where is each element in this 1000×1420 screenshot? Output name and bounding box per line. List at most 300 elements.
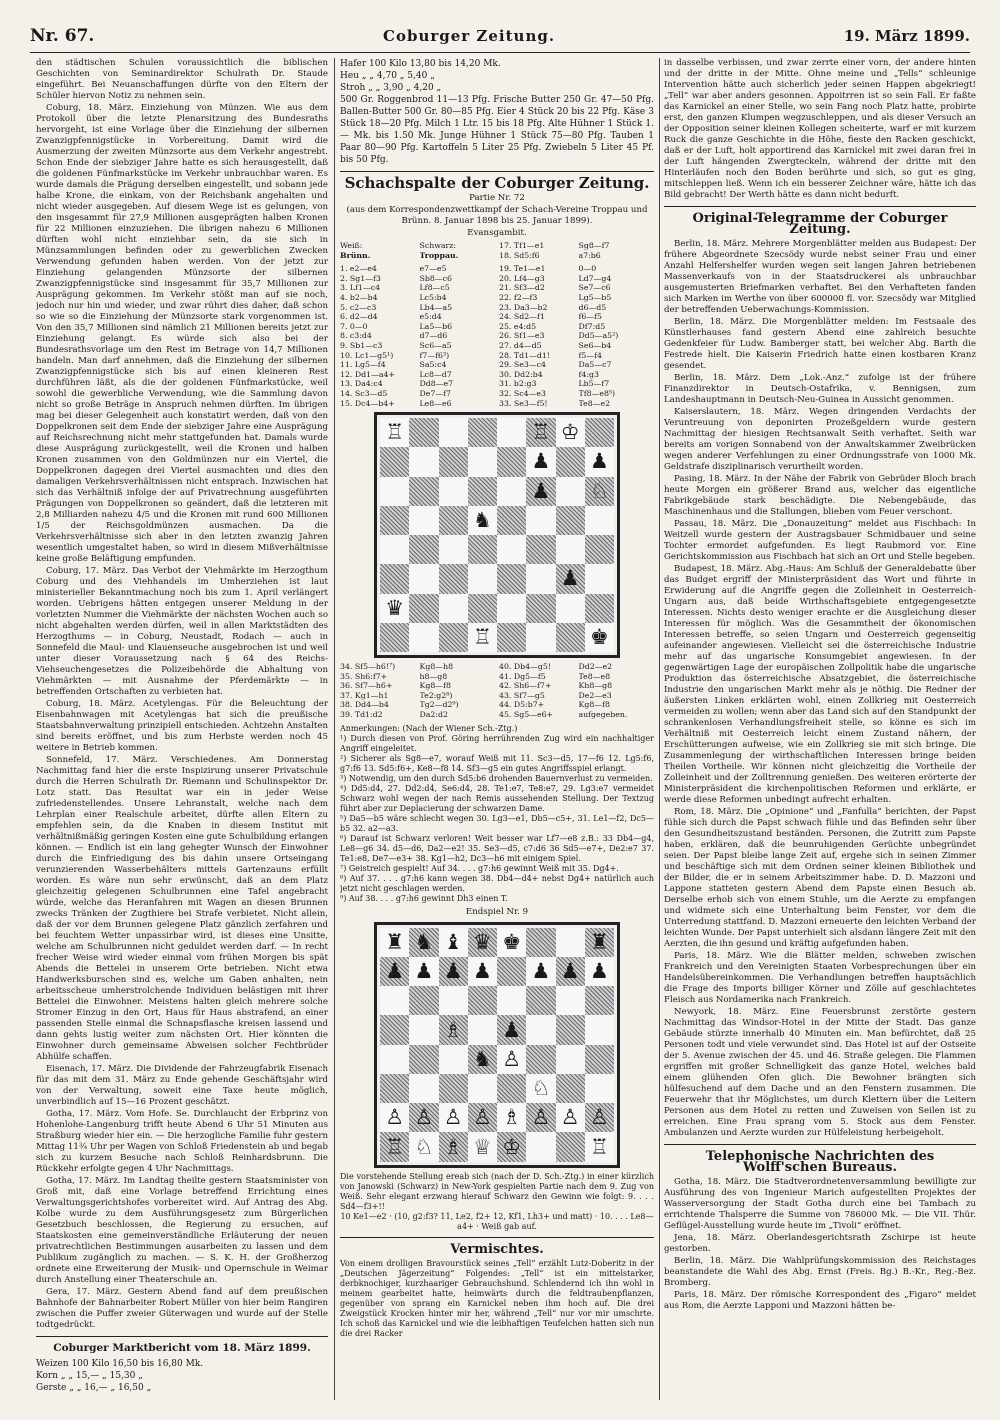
board-square <box>497 418 526 447</box>
move: 27. d4—d5 <box>499 340 542 350</box>
board-square <box>497 535 526 564</box>
move: 19. Te1—e1 <box>499 264 546 274</box>
board-square <box>439 1103 468 1132</box>
board-square <box>439 1015 468 1044</box>
market-row: Hafer 100 Kilo 13,80 bis 14,20 Mk. <box>340 59 501 69</box>
market-row: Stroh „ „ 3,90 „ 4,20 „ <box>340 83 442 93</box>
move: Sa5:c4 <box>419 360 447 370</box>
move: 3. Lf1—c4 <box>340 283 381 293</box>
board-square <box>468 564 497 593</box>
board-square <box>439 957 468 986</box>
board-square <box>497 623 526 652</box>
board-square <box>468 447 497 476</box>
board-square <box>468 623 497 652</box>
column-divider <box>659 58 660 1400</box>
move: 43. Sf7—g5 <box>499 690 545 700</box>
chess-piece-icon: ♛ <box>385 595 405 620</box>
move: De7—f7 <box>419 388 451 398</box>
move: 44. D5:b7+ <box>499 700 545 710</box>
move: 45. Sg5—e6+ <box>499 710 554 720</box>
wolff-bureau-news <box>664 1177 976 1312</box>
move: 42. Sh6—f7+ <box>499 681 552 691</box>
chess-piece-icon: ♙ <box>472 1105 492 1130</box>
move: aufgegeben. <box>578 710 628 720</box>
move: 35. Sh6:f7+ <box>340 671 388 681</box>
board-square <box>526 1045 555 1074</box>
board-square <box>409 506 438 535</box>
article-muenzen: Coburg, 18. März. Einziehung von Münzen. Wie aus dem Protokoll über die letzte Plenarsitzung des Bundesraths hervorgeht, ist eine Vorlage über die Einziehung der silbernen Zwanzigpfennigstücke in Vorbereitung. Damit wird die Ausmerzung der zweiten Münzsorte aus dem Verkehr angestrebt. Schon Ende der siebziger Jahre hatte es sich herausgestellt, daß die goldenen Fünfmarkstücke im Verkehr unbrauchbar waren. Es wurde damals die Prägung derselben eingestellt, und sobann jede halbe Krone, die einkam, von der Reichsbank angehalten und nicht wieder ausgegeben. Auf diesem Wege ist es gelungen, von den insgesammt für 27,9 Millionen ausgeprägten halben Kronen für 22 Millionen einzuziehen. Die übrigen nahezu 6 Millionen dürften wohl nicht einziehbar sein, da sie sich in Münzsammlungen befinden oder zu gewerblichen Zwecken Verwendung gefunden haben werden. Von der jetzt zur Einziehung gelangenden Münzsorte der silbernen Zwanzigpfennigstücke sind insgesammt für 35,7 Millionen zur Ausprägung gekommen. Im Verkehr stößt man auf sie noch, jedoch nur hin und wieder, und zwar rührt dies daher, daß schon so wie so die Einziehung der Münzsorte stark vorgenommen ist. Von den 35,7 Millionen sind nämlich 21 Millionen bereits jetzt zur Einziehung gelangt. Es würde sich also bei der Bundesrathsvorlage um den Rest im Betrage von 14,7 Millionen handeln. Man darf annehmen, daß die Einziehung der silbernen Zwanzigpfennigstücke sich bis auf einen kleineren Rest durchführen läßt, als die der goldenen Fünfmarkstücke, weil sowohl die gewerbliche Verwendung, wie die Sammlung davon nicht so große Beträge in Anspruch nehmen dürften. Im übrigen mag bei dieser Gelegenheit auch konstatirt werden, daß von den Doppelkronen seit dem Ende der siebziger Jahre eine Ausprägung auf Reichsrechnung nicht mehr stattgefunden hat. Damals wurde diese Ausprägung zurückgestellt, weil die Kronen und halben Kronen zusammen von den Goldmünzen nur ein Viertel, die Doppelkronen dagegen drei Viertel ausmachten und dies den damaligen Verkehrsverhältnissen nicht entsprach. Inzwischen hat sich das Verhältniß infolge der auf Privatrechnung ausgeführten Prägungen von Doppelkronen so geändert, daß die letzteren mit 2,8 Milliarden nahezu 4/5 und die Kronen mit rund 600 Millionen 1/5 der Reichsgoldmünzen ausmachen. Da die Verkehrsverhältnisse sich aber in den letzten zwanzig Jahren wesentlich umgestaltet haben, so wird in diesem Mißverhältnisse keine große Beläftigung empfunden. <box>36 103 328 564</box>
move: Da2:d2 <box>419 710 448 720</box>
chess-piece-icon: ♟ <box>560 959 580 984</box>
market-report-title: Coburger Marktbericht vom 18. März 1899. <box>53 1342 311 1354</box>
board-square <box>497 986 526 1015</box>
board-square <box>380 564 409 593</box>
wolff-news-item: Gotha, 18. März. Die Stadtverordnetenversammlung bewilligte zur Ausführung des von Ingenieur Marich aufgestellten Projektes der Wasserversorgung der Stadt Gotha durch eine bei Tambach zu errichtende Thalsperre die Summe von 786000 Mk. — Die VII. Thür. Geflügel-Ausstellung wurde heute im „Tivoli“ eröffnet. <box>664 1177 976 1231</box>
chess-piece-icon: ♟ <box>531 449 551 474</box>
article-paragraph: den städtischen Schulen voraussichtlich die biblischen Geschichten von Seminardirektor Schulrath Dr. Staude eingeführt. Bei Neuanschaffungen dürfte von den Eltern der Schüler hiervon Notiz zu nehmen sein. <box>36 58 328 101</box>
board-square <box>468 535 497 564</box>
move: Dd2—e2 <box>578 662 613 672</box>
board-square <box>468 418 497 447</box>
move: Lg5—b5 <box>578 292 612 302</box>
move: f7—f6³) <box>419 350 450 360</box>
chess-piece-icon: ♟ <box>531 959 551 984</box>
move: Sb8—c6 <box>419 273 452 283</box>
board-square <box>409 957 438 986</box>
board-square <box>409 1015 438 1044</box>
board-square <box>497 1015 526 1044</box>
board-square <box>556 623 585 652</box>
article-acetylengas: Coburg, 18. März. Acetylengas. Für die Beleuchtung der Eisenbahnwagen mit Acetylengas hat sich die preußische Staatsbahnverwaltung prinzipiell entschieden. Achtzehn Anstalten sind bereits eröffnet, und bis zum Herbste werden noch 45 weitere in Betrieb kommen. <box>36 699 328 753</box>
board-square <box>556 986 585 1015</box>
board-square <box>409 623 438 652</box>
section-rule <box>340 1237 654 1238</box>
move-list <box>340 264 654 408</box>
board-square <box>380 1074 409 1103</box>
section-rule <box>664 1144 976 1145</box>
article-viehmaerkte: Coburg, 17. März. Das Verbot der Viehmärkte im Herzogthum Coburg und des Viehhandels im Umherziehen ist laut ministerieller Bekanntmachung noch bis zum 1. April verlängert worden. Uebrigens hätten entgegen unserer Meldung in der vorletzten Nummer die Viehmärkte der nächsten Wochen auch so nicht abgehalten werden dürfen, weil in allen Marktstädten des Herzogthums — in Coburg, Neustadt, Rodach — auch in Sonnefeld die Maul- und Klauenseuche ausgebrochen ist und weil unter dieser Voraussetzung nach § 64 des Reichs-Viehseuchengesetzes die Polizeibehörde die Abhaltung von Viehmärkten — mit Ausnahme der Pferdemärkte — in betreffenden Ortschaften zu verbieten hat. <box>36 566 328 697</box>
chess-piece-icon: ♟ <box>414 959 434 984</box>
chess-piece-icon: ♖ <box>385 1134 405 1159</box>
chess-piece-icon: ♝ <box>443 929 463 954</box>
telegram: Berlin, 18. März. Dem „Lok.-Anz.“ zufolge ist der frühere Finanzdirektor in Deutsch-Ostafrika, v. Bennigsen, zum Landeshauptmann in Deutsch-Neu-Guinea in Aussicht genommen. <box>664 373 976 405</box>
chess-piece-icon: ♙ <box>589 1105 609 1130</box>
board-square <box>380 418 409 447</box>
chess-board-endspiel-9 <box>374 922 620 1168</box>
board-square <box>409 418 438 447</box>
telegrams-title: Original-Telegramme der Coburger Zeitung. <box>692 211 948 237</box>
move: f5—f4 <box>578 350 602 360</box>
board-square <box>556 564 585 593</box>
chess-piece-icon: ♚ <box>502 929 522 954</box>
board-square <box>439 986 468 1015</box>
board-square <box>497 957 526 986</box>
wolff-news-item: Berlin, 18. März. Die Wahlprüfungskommission des Reichstages beanstandete die Wahl des Abg. Ernst (Freis. Bg.) B.-Kr., Reg.-Bez. Bromberg. <box>664 1256 976 1288</box>
board-square <box>526 957 555 986</box>
move-list-header <box>340 241 654 260</box>
chess-piece-icon: ♕ <box>472 1134 492 1159</box>
move-head: Troppau. <box>419 250 459 260</box>
issue-date: 19. März 1899. <box>843 27 970 45</box>
chess-piece-icon: ♘ <box>414 1134 434 1159</box>
move: 5. c2—c3 <box>340 302 377 312</box>
chess-piece-icon: ♙ <box>560 1105 580 1130</box>
board-square <box>468 928 497 957</box>
board-square <box>526 447 555 476</box>
board-square <box>585 1132 614 1161</box>
endgame-title: Endspiel Nr. 9 <box>465 906 529 917</box>
wolff-news-item: Jena, 18. März. Oberlandesgerichtsrath Zschirpe ist heute gestorben. <box>664 1233 976 1254</box>
section-rule <box>664 206 976 207</box>
board-square <box>380 594 409 623</box>
board-square <box>585 623 614 652</box>
board-square <box>409 477 438 506</box>
move: 7. 0—0 <box>340 321 368 331</box>
board-square <box>439 477 468 506</box>
annotation-note: ⁹) Auf 38. . . . g7:h6 gewinnt Dh3 einen T. <box>340 893 508 903</box>
move: Lc5:b4 <box>419 292 447 302</box>
move: Se7—c6 <box>578 283 611 293</box>
move: 30. Dd2:b4 <box>499 369 543 379</box>
move: 33. Se3—f5! <box>499 398 548 408</box>
move: 8. c3:d4 <box>340 331 372 341</box>
board-square <box>556 1132 585 1161</box>
chess-piece-icon: ♙ <box>385 1105 405 1130</box>
board-square <box>380 477 409 506</box>
board-square <box>497 1103 526 1132</box>
board-square <box>380 1015 409 1044</box>
board-square <box>585 506 614 535</box>
move: e5:d4 <box>419 312 442 322</box>
board-square <box>380 1103 409 1132</box>
chess-board-partie-72 <box>374 412 620 658</box>
move: 22. f2—f3 <box>499 292 538 302</box>
board-square <box>526 1132 555 1161</box>
move-head: 18. Sd5:f6 <box>499 250 540 260</box>
issue-number: Nr. 67. <box>30 26 95 46</box>
board-square <box>585 1045 614 1074</box>
move: Kh8—g8 <box>578 681 613 691</box>
market-row: 500 Gr. Roggenbrod 11—13 Pfg. Frische Butter 250 Gr. 47—50 Pfg. Ballen-Butter 500 Gr. 80—85 Pfg. Eier 4 Stück 20 bis 22 Pfg. Käse 3 Stück 18—20 Pfg. Milch 1 Ltr. 15 bis 18 Pfg. Alte Hühner 1 Stück 1.— Mk. bis 1.50 Mk. Junge Hühner 1 Stück 75—80 Pfg. Tauben 1 Paar 80—90 Pfg. Kartoffeln 5 Liter 25 Pfg. Zwiebeln 5 Liter 45 Pf. bis 50 Pfg. <box>340 95 654 165</box>
board-square <box>380 957 409 986</box>
article-eisenach: Eisenach, 17. März. Die Dividende der Fahrzeugfabrik Eisenach für das mit dem 31. März zu Ende gehende Geschäftsjahr wird von der Verwaltung, soweit eine Taxe heute möglich, unverbindlich auf 15—16 Prozent geschätzt. <box>36 1064 328 1107</box>
move: 34. Sf5—h6!⁷) <box>340 662 396 672</box>
move-head: Sg8—f7 <box>578 241 610 250</box>
board-square <box>439 564 468 593</box>
move: Lb4—a5 <box>419 302 453 312</box>
chess-piece-icon: ♘ <box>589 478 609 503</box>
move: Te2:g2⁸) <box>419 690 453 700</box>
move: e7—e5 <box>419 264 447 274</box>
board-square <box>526 623 555 652</box>
board-square <box>380 535 409 564</box>
board-square <box>585 477 614 506</box>
chess-piece-icon: ♜ <box>589 929 609 954</box>
move: 14. Sc3—d5 <box>340 388 388 398</box>
move: 39. Td1:d2 <box>340 710 383 720</box>
article-gotha-hof: Gotha, 17. März. Vom Hofe. Se. Durchlaucht der Erbprinz von Hohenlohe-Langenburg trifft heute Abend 6 Uhr 51 Minuten aus Straßburg wieder hier ein. — Die herzogliche Familie fuhr gestern Mittag 11¾ Uhr per Wagen von Schloß Friedenstein ab und begab sich zu kurzem Besuche nach Schloß Reinhardsbrunn. Die Rückkehr erfolgte gegen 4 Uhr Nachmittags. <box>36 1109 328 1174</box>
move: 11. Lg5—f4 <box>340 360 386 370</box>
move: 0—0 <box>578 264 597 274</box>
board-square <box>409 986 438 1015</box>
market-report-continued <box>340 58 654 166</box>
telegram: Pasing, 18. März. In der Nähe der Fabrik von Gebrüder Bloch brach heute Morgen ein größerer Brand aus, welcher das eigentliche Fabrikgebäude stark beschädigte. Die Nebengebäude, das Maschinenhaus und die Stallungen, blieben vom Feuer verschont. <box>664 474 976 517</box>
market-row: Gerste „ „ 16,— „ 16,50 „ <box>36 1383 152 1393</box>
move: Lc8—d7 <box>419 369 452 379</box>
move: d6—d5 <box>578 302 607 312</box>
move: Dd8—e7 <box>419 379 454 389</box>
telegram: Berlin, 18. März. Mehrere Morgenblätter melden aus Budapest: Der frühere Abgeordnete Szecsödy wurde nebst seiner Frau und einer Anzahl Helfershelfer wurden wegen seit langen Jahren betriebenen Massenverkaufs von in der Staatsdruckerei als unbrauchbar ausgemusterten Briefmarken verhaftet. Bei den Verhafteten fanden sich Marken im Werthe von über 600000 fl. vor. Szecsödy war Mitglied der betreffenden Ueberwachungs-Kommission. <box>664 239 976 315</box>
board-square <box>409 1132 438 1161</box>
board-square <box>439 1045 468 1074</box>
board-square <box>409 1103 438 1132</box>
board-square <box>439 623 468 652</box>
board-square <box>380 623 409 652</box>
move: 29. Se3—c4 <box>499 360 546 370</box>
annotation-note: ³) Notwendig, um den durch Sd5:b6 drohenden Bauernverlust zu vermeiden. <box>340 773 653 783</box>
annotation-note: ⁵) Da5—b5 wäre schlecht wegen 30. Lg3—e1, Db5—c5+, 31. Le1—f2, Dc5—b5 32. a2—a3. <box>340 813 654 833</box>
annotations-title: Anmerkungen: (Nach der Wiener Sch.-Ztg.) <box>340 723 518 733</box>
board-square <box>585 564 614 593</box>
partie-number: Partie Nr. 72 <box>469 193 525 203</box>
move: 28. Td1—d1! <box>499 350 550 360</box>
move: 1. e2—e4 <box>340 264 377 274</box>
move: 25. e4:d5 <box>499 321 537 331</box>
chess-piece-icon: ♚ <box>589 624 609 649</box>
move: 4. b2—b4 <box>340 292 378 302</box>
chess-piece-icon: ♟ <box>443 959 463 984</box>
board-square <box>380 506 409 535</box>
board-square <box>468 1074 497 1103</box>
board-square <box>409 1074 438 1103</box>
board-square <box>468 1015 497 1044</box>
section-rule <box>340 171 654 172</box>
move: Dd5—a5²) <box>578 331 619 341</box>
market-row: Weizen 100 Kilo 16,50 bis 16,80 Mk. <box>36 1359 204 1369</box>
chess-piece-icon: ♟ <box>385 959 405 984</box>
chess-piece-icon: ♞ <box>472 507 492 532</box>
move: La5—b6 <box>419 321 453 331</box>
move: 37. Kg1—h1 <box>340 690 389 700</box>
move: Kg8—f8 <box>419 681 451 691</box>
opening-name: Evansgambit. <box>467 228 527 238</box>
board-square <box>380 928 409 957</box>
chess-piece-icon: ♞ <box>472 1046 492 1071</box>
board-square <box>468 957 497 986</box>
chess-piece-icon: ♖ <box>472 624 492 649</box>
move: Tf8—e8⁵) <box>578 388 616 398</box>
board-square <box>380 447 409 476</box>
board-square <box>439 535 468 564</box>
article-sonnefeld: Sonnefeld, 17. März. Verschiedenes. Am Donnerstag Nachmittag fand hier die erste Inspizirung unserer Privatschule durch die Herren Schulrath Dr. Riemann und Schulinspektor Dr. Lotz statt. Das Resultat war ein in jeder Weise zufriedenstellendes. Unsere Lehranstalt, welche nach dem Lehrplan einer Realschule arbeitet, dürfte allen Eltern zu empfehlen sein, da die Knaben in diesem Institut mit verhältnißmäßig geringen Kosten eine gute Schulbildung erlangen können. — Endlich ist ein lang gehegter Wunsch der Einwohner durch die Einfriedigung des bis dahin unsere Ortseingang verunzierenden Wasserbehälters mittels Gartenzauns erfüllt worden. Es wäre nun sehr erwünscht, daß an dem Platz gleichzeitig gelegenen Schulbrunnen eine Tafel angebracht würde, welche das Heranfahren mit Wagen an diesen Brunnen zwecks Tränken der Zugthiere bei Strafe verbietet. Nicht allein, daß der vor dem Brunnen gelegene Platz gänzlich zerfahren und bei feuchtem Wetter unpassirbar wird, ist dieses eine Unsitte, welche am Schulbrunnen nicht geduldet werden darf. — In recht frecher Weise wird wieder einmal vom frühen Morgen bis spät Abends die Bettelei in unserem Orte betrieben. Nicht etwa Handwerksburschen sind es, welche um Gaben anhalten, nein arbeitsscheue umherstrolchende Individuen belästigen mit ihrer Bettelei die Einwohner. Meistens halten gleich mehrere solche Stromer Einzug in den Ort, Haus für Haus abstrafend, an einer passenden Stelle einmal die Schnapsflasche kreisen lassend und dann gehts lustig weiter zum nächsten Ort. Hier könnten die Einwohner durch gemeinsame Abweisen solcher Fechtbrüder Abhülfe schaffen. <box>36 755 328 1062</box>
board-square <box>380 1132 409 1161</box>
move: Sc6—a5 <box>419 340 452 350</box>
header-rule <box>30 52 970 53</box>
wolff-bureau-title: Telephonische Nachrichten des Wolff'schen Bureaus. <box>705 1149 935 1175</box>
board-square <box>497 506 526 535</box>
chess-piece-icon: ♗ <box>443 1017 463 1042</box>
telegram: Passau, 18. März. Die „Donauzeitung“ meldet aus Fischbach: In Weitzell wurde gestern der Austragsbauer Schmidbauer und seine Tochter ermordet aufgefunden. Es liegt Raubmord vor. Eine Gerichtskommission aus Fischbach hat sich an Ort und Stelle begeben. <box>664 519 976 562</box>
board-square <box>497 447 526 476</box>
move: Kg8—h8 <box>419 662 454 672</box>
move: 2. Sg1—f3 <box>340 273 381 283</box>
column-3 <box>664 58 976 1400</box>
move-head: Schwarz: <box>419 241 457 250</box>
move: d7—d6 <box>419 331 448 341</box>
board-square <box>526 1103 555 1132</box>
move-head: a7:b6 <box>578 250 601 260</box>
chess-piece-icon: ♙ <box>443 1105 463 1130</box>
move: Df7:d5 <box>578 321 606 331</box>
move: 36. Sf7—h6+ <box>340 681 393 691</box>
board-square <box>585 986 614 1015</box>
chess-piece-icon: ♖ <box>385 420 405 445</box>
move: Kg8—f8 <box>578 700 610 710</box>
move: Te8—e8 <box>578 671 611 681</box>
board-square <box>556 447 585 476</box>
board-square <box>526 594 555 623</box>
move: De2—e3 <box>578 690 612 700</box>
annotation-note: ⁶) Darauf ist Schwarz verloren! Weit besser war Lf7—e8 z.B.: 33 Db4—g4, Le8—g6 34. d5—d6, Da2—e2! 35. Se3—d5, c7:d6 36 Sd5—e7+, De2:e7 37. Te1:e8, De7—e3+ 38. Kg1—h2, Dc3—h6 mit einigem Spiel. <box>340 833 654 863</box>
move: Da5—c7 <box>578 360 612 370</box>
newspaper-title: Coburger Zeitung. <box>383 27 556 45</box>
chess-piece-icon: ♖ <box>589 1134 609 1159</box>
article-continued: in dasselbe verbissen, und zwar zerrte einer vorn, der andere hinten und der dritte in der Mitte. Ohne meine und „Tells“ schleunige Intervention hätte auch sicherlich jeder seinen Happen abgekriegt! „Tell“ war aber anders gesonnen. Appoitrren ist so sein Fall. Er faßte das Karnickel an einer Stelle, wo sein Fang noch Platz hatte, probirte erst, den ganzen Klumpen wegzuschleppen, und als dieser Versuch an der Opposition seiner kleinen Kollegen scheiterte, warf er mit kurzem Ruck die ganze Geschichte in die Höhe, fieste den Racken geschickt, daß er der Luft, holt apportirend das Karnickel mit zwei daran frei in der Luft hängenden Zwergteckeln, während der dritte mit den Hinterläufen noch den Boden berührte und sich, so gut es ging, mitschleppen ließ. Wenn ich ein besserer Zeichner wäre, hätte ich das Bild gebracht! Der Werth hätte es dann nicht bedurft. <box>664 58 976 200</box>
move-list-continued <box>340 662 654 720</box>
board-square <box>439 1074 468 1103</box>
board-square <box>380 986 409 1015</box>
telegram: Kaiserslautern, 18. März. Wegen dringenden Verdachts der Veruntreuung von deponirten Prozeßgeldern wurde gestern Nachmittag der hiesigen Rechtsanwalt Seith verhaftet. Seith war bereits am vorigen Sonnabend von der Anwaltskammer Zweibrücken wegen anderer Verfehlungen zu einer Ordnungsstrafe von 1000 Mk. Geldstrafe disziplinarisch verurtheilt worden. <box>664 407 976 472</box>
board-square <box>526 535 555 564</box>
chess-piece-icon: ♔ <box>502 1134 522 1159</box>
chess-piece-icon: ♞ <box>414 929 434 954</box>
annotation-note: ⁷) Geistreich gespielt! Auf 34. . . . g7:h6 gewinnt Weiß mit 35. Dg4+. <box>340 863 619 873</box>
article-gotha-landtag: Gotha, 17. März. Im Landtag theilte gestern Staatsminister von Groß mit, daß eine Vorlage betreffend Errichtung eines Verwaltungsgerichtshofes vorbereitet wird. Auf Antrag des Abg. Kolbe wurde zu dem Ausführungsgesetz zum Bürgerlichen Gesetzbuch beschlossen, die Regierung zu ersuchen, auf Staatskosten eine gemeinverständliche Erläuterung der neuen privatrechtlichen Bestimmungen ausarbeiten zu lassen und dem Publikum zugänglich zu machen. — S. K. H. der Großherzog ordnete eine Erweiterung der Musik- und Opernschule in Weimar durch Anstellung einer Theaterschule an. <box>36 1176 328 1285</box>
move: Le8—e6 <box>419 398 452 408</box>
board-square <box>585 594 614 623</box>
board-square <box>585 1103 614 1132</box>
board-square <box>497 564 526 593</box>
chess-piece-icon: ♟ <box>502 1017 522 1042</box>
board-square <box>556 957 585 986</box>
board-square <box>556 418 585 447</box>
board-square <box>556 1103 585 1132</box>
chess-piece-icon: ♗ <box>502 1105 522 1130</box>
chess-piece-icon: ♟ <box>589 959 609 984</box>
chess-piece-icon: ♙ <box>414 1105 434 1130</box>
board-square <box>585 957 614 986</box>
move: 13. Da4:c4 <box>340 379 383 389</box>
move: 41. Dg5—f5 <box>499 671 546 681</box>
telegram: Newyork, 18. März. Eine Feuersbrunst zerstörte gestern Nachmittag das Windsor-Hotel in der Mitte der Stadt. Das ganze Gebäude stürzte innerhalb 40 Minuten ein. Man befürchtet, daß 25 Personen todt und viele verwundet sind. Das Hotel ist auf der Ostseite der 5. Avenue zwischen der 45. und 46. Straße gelegen. Die Flammen ergriffen mit großer Schnelligkeit das ganze Hotel, welches bald einem glühenden Ofen glich. Die Bewohner brängten sich hülfesuchend auf dem Dache und an den Fenstern zusammen. Die Feuerwehr that ihr Möglichstes, um durch Klettern über die Leitern Personen aus dem Hotel zu retten und Zuweisen von Seilen ist zu erreichen. Eine Frau sprang vom 5. Stock aus dem Fenster. Ambulanzen und Aerzte wurden zur Hülfeleistung herbeigeholt. <box>664 1007 976 1138</box>
market-row: Heu „ „ 4,70 „ 5,40 „ <box>340 71 435 81</box>
annotation-note: ⁸) Auf 37. . . . g7:h6 kann wegen 38. Db4—d4+ nebst Dg4+ natürlich auch jetzt nicht geschlagen werden. <box>340 873 654 893</box>
article-gera: Gera, 17. März. Gestern Abend fand auf dem preußischen Bahnhofe der Bahnarbeiter Robert Müller von hier beim Rangiren zwischen die Puffer zweier Güterwagen und wurde auf der Stelle todtgedrückt. <box>36 1287 328 1330</box>
board-square <box>497 1074 526 1103</box>
move-head: 17. Tf1—e1 <box>499 241 545 250</box>
column-2 <box>340 58 654 1400</box>
board-square <box>409 447 438 476</box>
move: 10. Lc1—g5¹) <box>340 350 394 360</box>
telegram: Rom, 18. März. Die „Opinione“ und „Fanfulla“ berichten, der Papst fühle sich durch die Papst schwach fühle und das Befinden sehr über den Gesundheitszustand beständen. Personen, die Zutritt zum Papste haben, erklären, daß die beunruhigenden Gerüchte unbegründet seien. Der Papst bleibe lange Zeit auf, ergehe sich in seinen Zimmer und beschäftige sich mit dem Ordnen seiner kleinen Bibliothek und der Bilder, die er in seinem Arbeitszimmer habe. D. D. Mazzoni und Lappone statteten gestern Abend dem Papste einen Besuch ab. Derselbe erhob sich von einem Stuhle, um die Aerzte zu empfangen und widmete sich eine Unterhaltung beim Fenster, vor dem die Unterredung stattfand. D. Mazzoni erneuerte den leichten Verband der leichten Wunde. Der Papst unterhielt sich alsdann längere Zeit mit den Aerzten, die ihn gesund und kräftig aufgefunden haben. <box>664 807 976 949</box>
board-square <box>468 506 497 535</box>
chess-piece-icon: ♙ <box>502 1046 522 1071</box>
chess-piece-icon: ♔ <box>560 420 580 445</box>
chess-column-title: Schachspalte der Coburger Zeitung. <box>344 174 650 192</box>
column-1 <box>36 58 328 1400</box>
board-square <box>526 564 555 593</box>
telegram: Paris, 18. März. Wie die Blätter melden, schweben zwischen Frankreich und den Vereinigten Staaten Vorbesprechungen über ein Handelsübereinkommen. Die Verhandlungen betreffen hauptsächlich die Frage des Imports billiger Körner und Zölle auf geschlachtetes Fleisch aus Nordamerika nach Frankreich. <box>664 951 976 1005</box>
board-square <box>439 594 468 623</box>
move: Se6—b4 <box>578 340 612 350</box>
move: 31. b2:g3 <box>499 379 537 389</box>
section-rule <box>36 1336 328 1337</box>
board-square <box>439 506 468 535</box>
move: Tg2—d2⁹) <box>419 700 459 710</box>
board-square <box>468 594 497 623</box>
telegram: Budapest, 18. März. Abg.-Haus: Am Schluß der Generaldebatte über das Budget ergriff der Ministerpräsident das Wort und führte in Erwiderung auf die Angriffe gegen die Zolleinheit in Oesterreich-Ungarn aus, daß beide Wirthschaftsgebiete entgegengesetzte Interessen. Nichts desto weniger erachte er die Ausgleichung dieser Interessen für möglich. Was die Gesammtheit der ökonomischen Interessen betreffe, so seien Ungarn und Oesterreich gegenseitig aufeinander angewiesen. Vielleicht sei die österreichische Industrie mehr auf das ungarische Konsumgebiet angewiesen. In der gegenwärtigen Lage der europäischen Zollpolitik habe die ungarische Produktion das österreichische Absatzgebiet, die österreichische Industrie den ungarischen Markt mehr als je nöthig. Die Redner der äußersten Linken erklärten wohl, einen Zollkrieg mit Oesterreich vermeiden zu wollen; wenn aber das Land sich auf den Standpunkt der schrankenlosen Verhandlungsfreiheit stelle, so könne es sich im Verhältniß mit Oesterreich leicht einem Zustand nähern, der Erschütterungen aufweise, wie ein Zollkrieg sie mit sich bringe. Die Zusammenlegung der wirthschaftlichen Interessen bringe beiden Theilen Vortheile. Wir können nicht gleichzeitig die Vortheile der Zolleinheit und der Zolltrennung genießen. Des weiteren erörterte der Ministerpräsident die kirchenpolitischen Reformen und erklärte, er werde diese Reformen unbedingt aufrecht erhalten. <box>664 564 976 805</box>
move: Te8—e2 <box>578 398 611 408</box>
annotation-note: ²) Sicherer als Sg8—e7, worauf Weiß mit 11. Sc3—d5, 17—f6 12. Lg5:f6, g7:f6 13. Sd5:f6+, Ke8—f8 14. Sf3—g5 ein gutes Angriffsspiel erlangt. <box>340 753 654 773</box>
column-divider <box>334 58 335 1400</box>
board-square <box>526 928 555 957</box>
move-head: Weiß: <box>340 241 363 250</box>
board-square <box>556 477 585 506</box>
market-report <box>36 1358 328 1394</box>
board-square <box>497 1132 526 1161</box>
board-square <box>409 928 438 957</box>
move: 23. Da3—b2 <box>499 302 548 312</box>
masthead <box>30 22 970 50</box>
chess-piece-icon: ♟ <box>472 959 492 984</box>
board-square <box>556 1015 585 1044</box>
board-square <box>468 986 497 1015</box>
board-square <box>585 535 614 564</box>
annotations <box>340 734 654 904</box>
board-square <box>556 1074 585 1103</box>
board-square <box>556 594 585 623</box>
annotation-note: ⁴) Dd5:d4, 27. Dd2:d4, Se6:d4, 28. Te1:e7, Te8:e7, 29. Lg3:e7 vermeidet Schwarz wohl wegen der nach Remis aussehenden Stellung. Der Textzug führt aber zur Deplacierung der schwarzen Dame. <box>340 783 654 813</box>
move: 24. Sd2—f1 <box>499 312 545 322</box>
board-square <box>556 1045 585 1074</box>
chess-piece-icon: ♟ <box>560 566 580 591</box>
move: 12. Dd1—a4+ <box>340 369 396 379</box>
board-square <box>526 506 555 535</box>
endgame-caption: Die vorstehende Stellung ereab sich (nach der D. Sch.-Ztg.) in einer kürzlich von Janowski (Schwarz) in New-York gespielten Partie nach dem 9. Zug von Weiß. Sehr elegant erzwang hierauf Schwarz den Gewinn wie folgt: 9. . . . Sd4—f3+!! <box>340 1171 654 1211</box>
board-square <box>556 506 585 535</box>
move: 21. Sf3—d2 <box>499 283 545 293</box>
board-square <box>526 1015 555 1044</box>
board-square <box>439 1132 468 1161</box>
move: 26. Sf1—e3 <box>499 331 545 341</box>
move: f4:g3 <box>578 369 599 379</box>
annotation-note: ¹) Durch diesen von Prof. Göring herrührenden Zug wird ein nachhaltiger Angriff eingeleitet. <box>340 733 654 753</box>
move: 9. Sb1—c3 <box>340 340 383 350</box>
move-head: Brünn. <box>340 250 371 260</box>
board-square <box>497 928 526 957</box>
move: Ld7—g4 <box>578 273 612 283</box>
board-square <box>556 928 585 957</box>
board-square <box>526 418 555 447</box>
board-square <box>380 1045 409 1074</box>
board-square <box>497 477 526 506</box>
chess-piece-icon: ♗ <box>443 1134 463 1159</box>
chess-piece-icon: ♟ <box>531 478 551 503</box>
board-square <box>585 1015 614 1044</box>
telegrams <box>664 239 976 1139</box>
board-square <box>585 418 614 447</box>
move: f6—f5 <box>578 312 602 322</box>
